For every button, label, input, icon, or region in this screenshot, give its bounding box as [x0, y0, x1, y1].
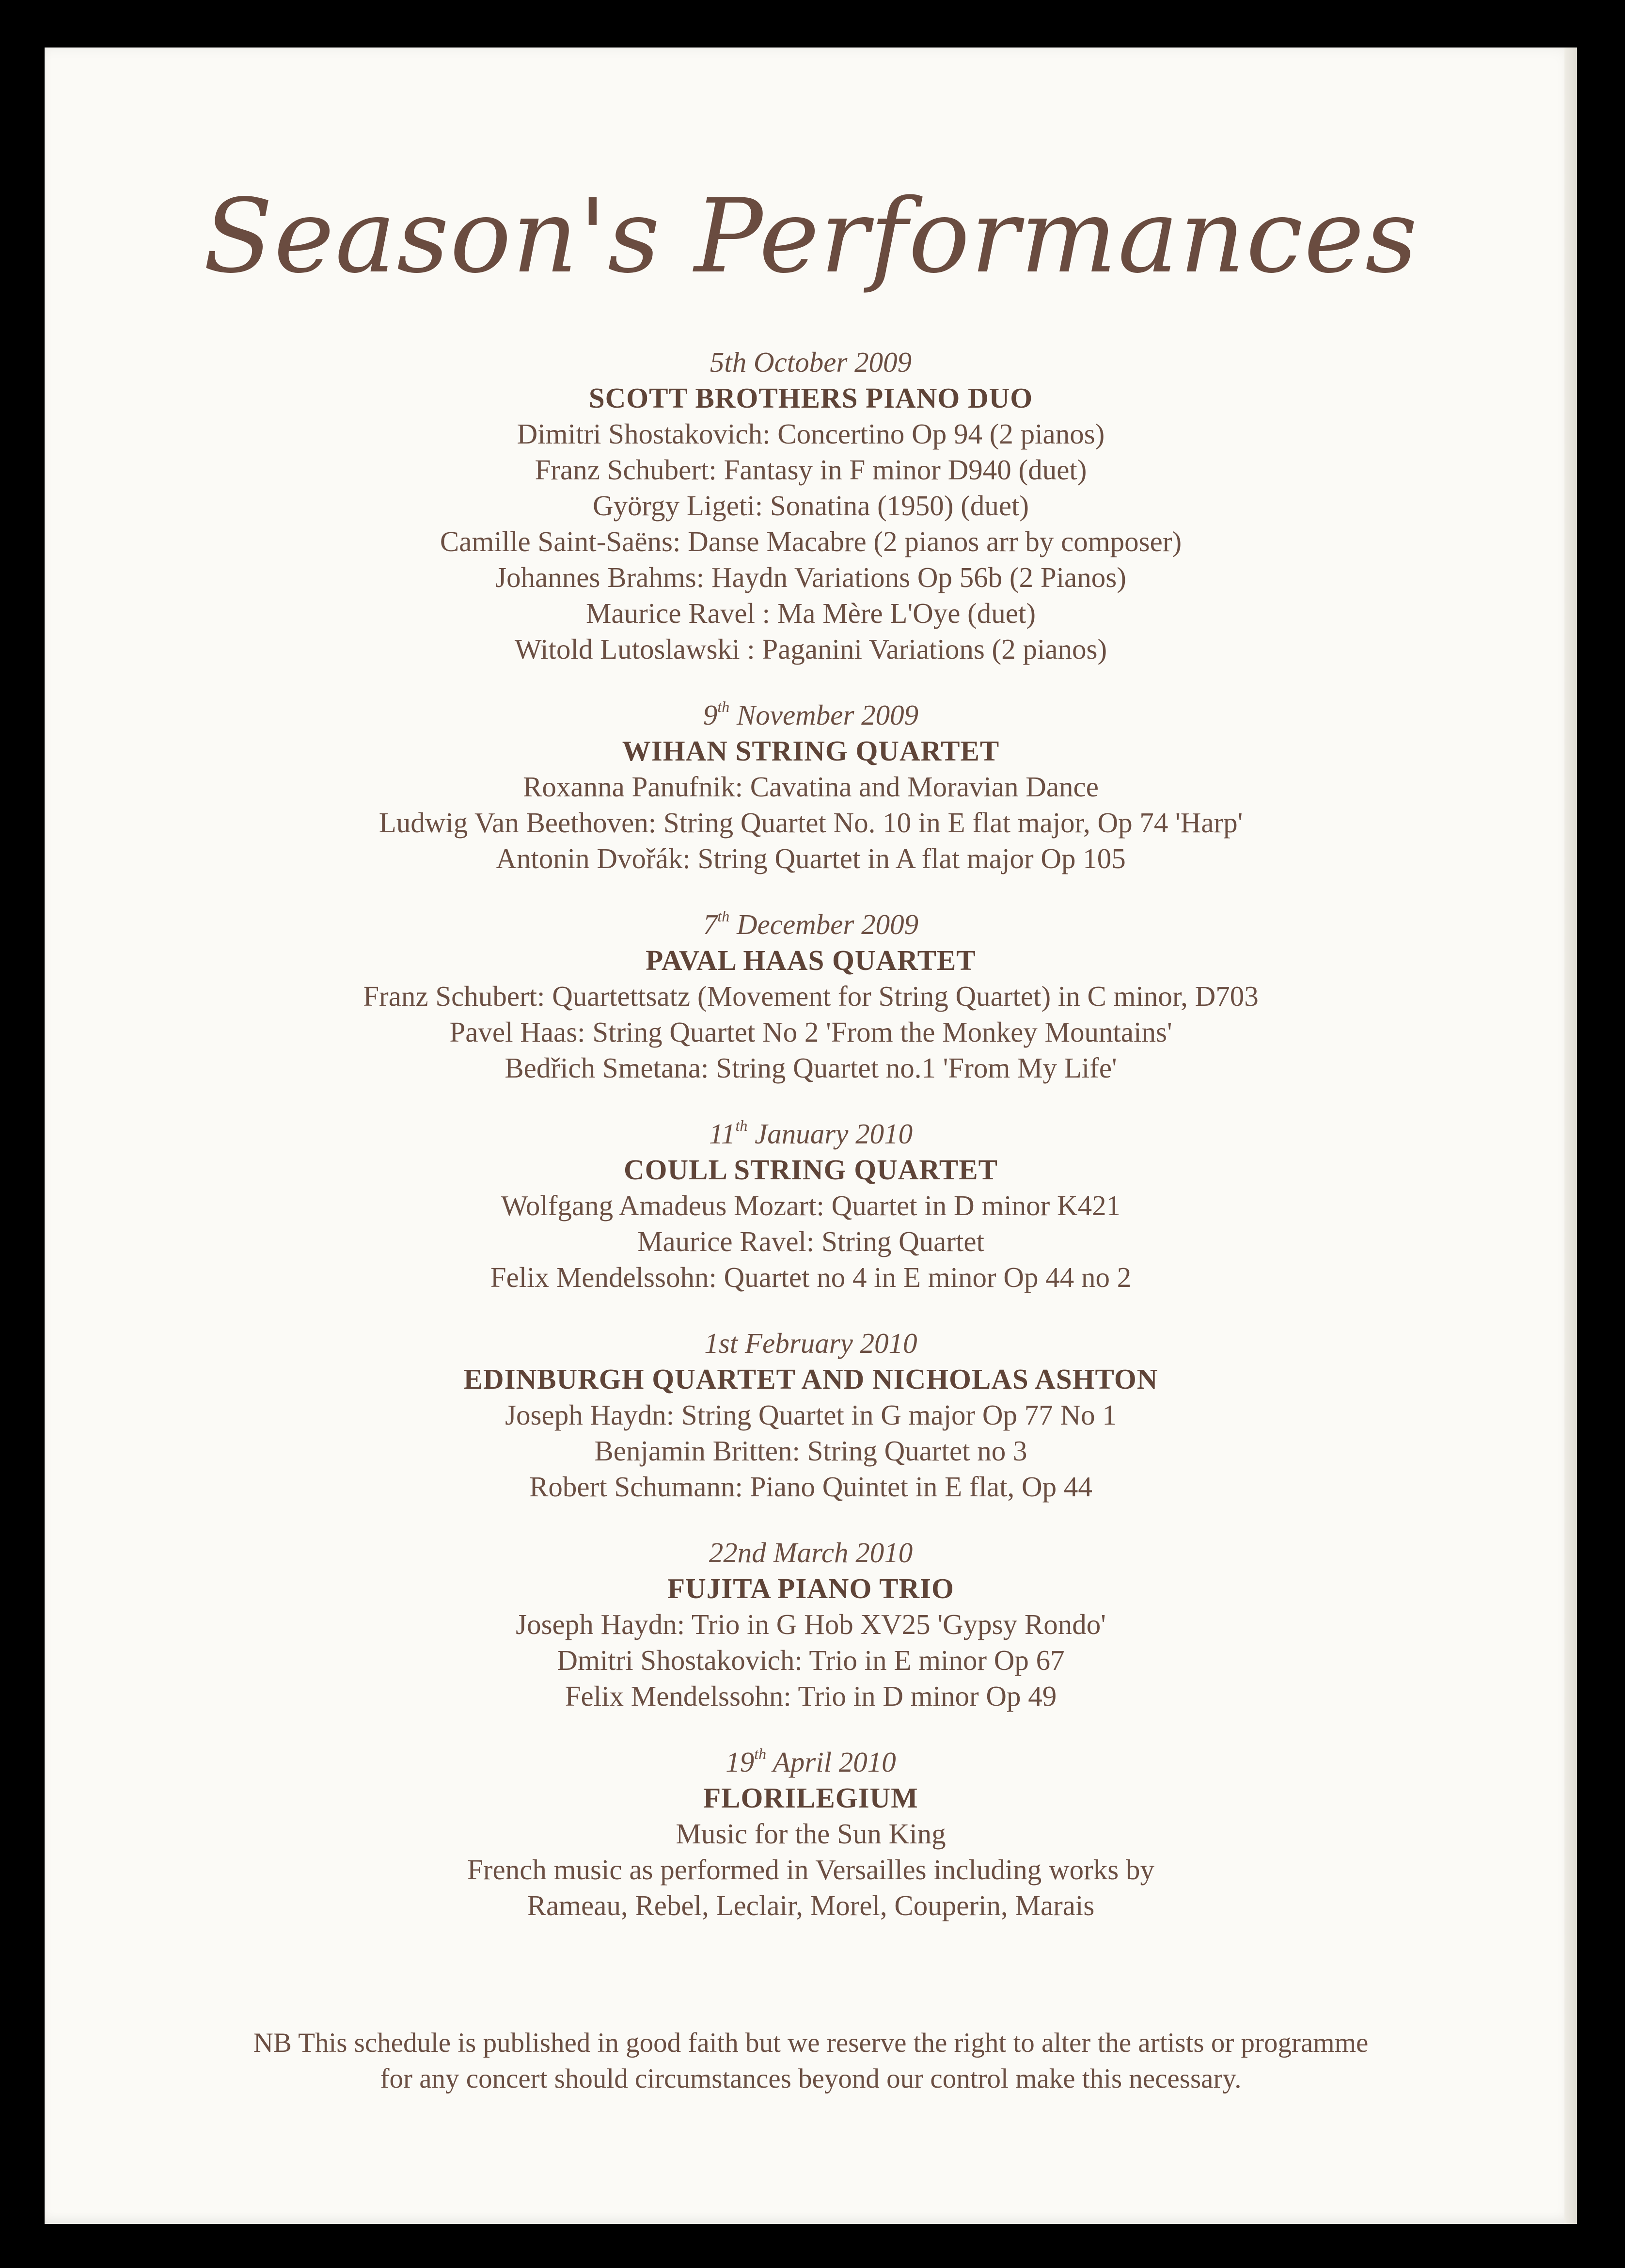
event-work: Franz Schubert: Quartettsatz (Movement for String Quartet) in C minor, D703	[363, 980, 1259, 1012]
event-work: Dimitri Shostakovich: Concertino Op 94 (2 pianos)	[517, 418, 1105, 450]
event-scott-brothers	[45, 344, 1577, 667]
disclaimer-line: NB This schedule is published in good faith but we reserve the right to alter the artists or programme	[253, 2028, 1369, 2058]
disclaimer-line: for any concert should circumstances beyond our control make this necessary.	[380, 2063, 1242, 2094]
programme-page	[45, 48, 1577, 2224]
date-suffix: th	[735, 1117, 748, 1134]
event-work: Felix Mendelssohn: Quartet no 4 in E minor Op 44 no 2	[490, 1261, 1132, 1293]
event-performer: SCOTT BROTHERS PIANO DUO	[588, 382, 1033, 414]
event-work: Roxanna Panufnik: Cavatina and Moravian Dance	[523, 771, 1099, 803]
date-rest: January 2010	[747, 1118, 913, 1150]
date-rest: November 2009	[729, 699, 919, 731]
event-work: Franz Schubert: Fantasy in F minor D940 (duet)	[535, 454, 1087, 486]
event-date	[45, 906, 1577, 942]
event-work: Benjamin Britten: String Quartet no 3	[594, 1435, 1027, 1467]
date-suffix: th	[754, 1745, 767, 1762]
event-work: Camille Saint-Saëns: Danse Macabre (2 pianos arr by composer)	[440, 525, 1182, 557]
event-performer: COULL STRING QUARTET	[624, 1154, 998, 1186]
event-date: 5th October 2009	[710, 346, 912, 378]
event-work: Robert Schumann: Piano Quintet in E flat, Op 44	[529, 1471, 1092, 1503]
schedule-disclaimer	[45, 2025, 1577, 2097]
event-date	[45, 1744, 1577, 1780]
event-list	[45, 344, 1577, 1953]
event-coull	[45, 1116, 1577, 1295]
event-work: Maurice Ravel : Ma Mère L'Oye (duet)	[585, 597, 1036, 629]
event-date: 1st February 2010	[704, 1327, 917, 1359]
event-performer: FUJITA PIANO TRIO	[667, 1572, 954, 1604]
event-fujita	[45, 1535, 1577, 1714]
page-title: Season's Performances	[203, 177, 1419, 296]
event-work: Pavel Haas: String Quartet No 2 'From the Monkey Mountains'	[449, 1016, 1172, 1048]
date-rest: April 2010	[766, 1746, 896, 1778]
date-day: 9	[703, 699, 718, 731]
event-florilegium	[45, 1744, 1577, 1923]
event-paval-haas	[45, 906, 1577, 1086]
event-performer: EDINBURGH QUARTET AND NICHOLAS ASHTON	[463, 1363, 1158, 1395]
date-suffix: th	[717, 698, 730, 715]
event-performer: PAVAL HAAS QUARTET	[646, 944, 976, 976]
date-day: 19	[726, 1746, 755, 1778]
event-work: Joseph Haydn: Trio in G Hob XV25 'Gypsy Rondo'	[516, 1608, 1106, 1640]
event-work: Dmitri Shostakovich: Trio in E minor Op 67	[557, 1644, 1065, 1676]
event-work: Rameau, Rebel, Leclair, Morel, Couperin, Marais	[527, 1889, 1095, 1921]
event-work: Joseph Haydn: String Quartet in G major Op 77 No 1	[505, 1399, 1117, 1431]
event-work: Music for the Sun King	[676, 1818, 946, 1850]
date-rest: December 2009	[729, 908, 919, 940]
event-work: Witold Lutoslawski : Paganini Variations (2 pianos)	[514, 633, 1107, 665]
date-day: 7	[703, 908, 718, 940]
date-suffix: th	[717, 907, 730, 925]
event-edinburgh	[45, 1325, 1577, 1505]
date-day: 11	[709, 1118, 736, 1150]
event-work: Wolfgang Amadeus Mozart: Quartet in D minor K421	[501, 1190, 1121, 1221]
event-date	[45, 697, 1577, 733]
event-work: Maurice Ravel: String Quartet	[637, 1225, 984, 1257]
event-performer: FLORILEGIUM	[703, 1782, 918, 1814]
event-date: 22nd March 2010	[709, 1537, 913, 1569]
event-work: György Ligeti: Sonatina (1950) (duet)	[592, 490, 1029, 522]
event-date	[45, 1116, 1577, 1152]
event-wihan	[45, 697, 1577, 876]
event-work: French music as performed in Versailles including works by	[467, 1854, 1154, 1886]
event-performer: WIHAN STRING QUARTET	[622, 735, 1000, 767]
event-work: Felix Mendelssohn: Trio in D minor Op 49	[565, 1680, 1057, 1712]
event-work: Johannes Brahms: Haydn Variations Op 56b (2 Pianos)	[495, 561, 1126, 593]
event-work: Ludwig Van Beethoven: String Quartet No. 10 in E flat major, Op 74 'Harp'	[379, 807, 1243, 839]
event-work: Antonin Dvořák: String Quartet in A flat major Op 105	[496, 842, 1126, 874]
event-work: Bedřich Smetana: String Quartet no.1 'From My Life'	[505, 1052, 1117, 1084]
